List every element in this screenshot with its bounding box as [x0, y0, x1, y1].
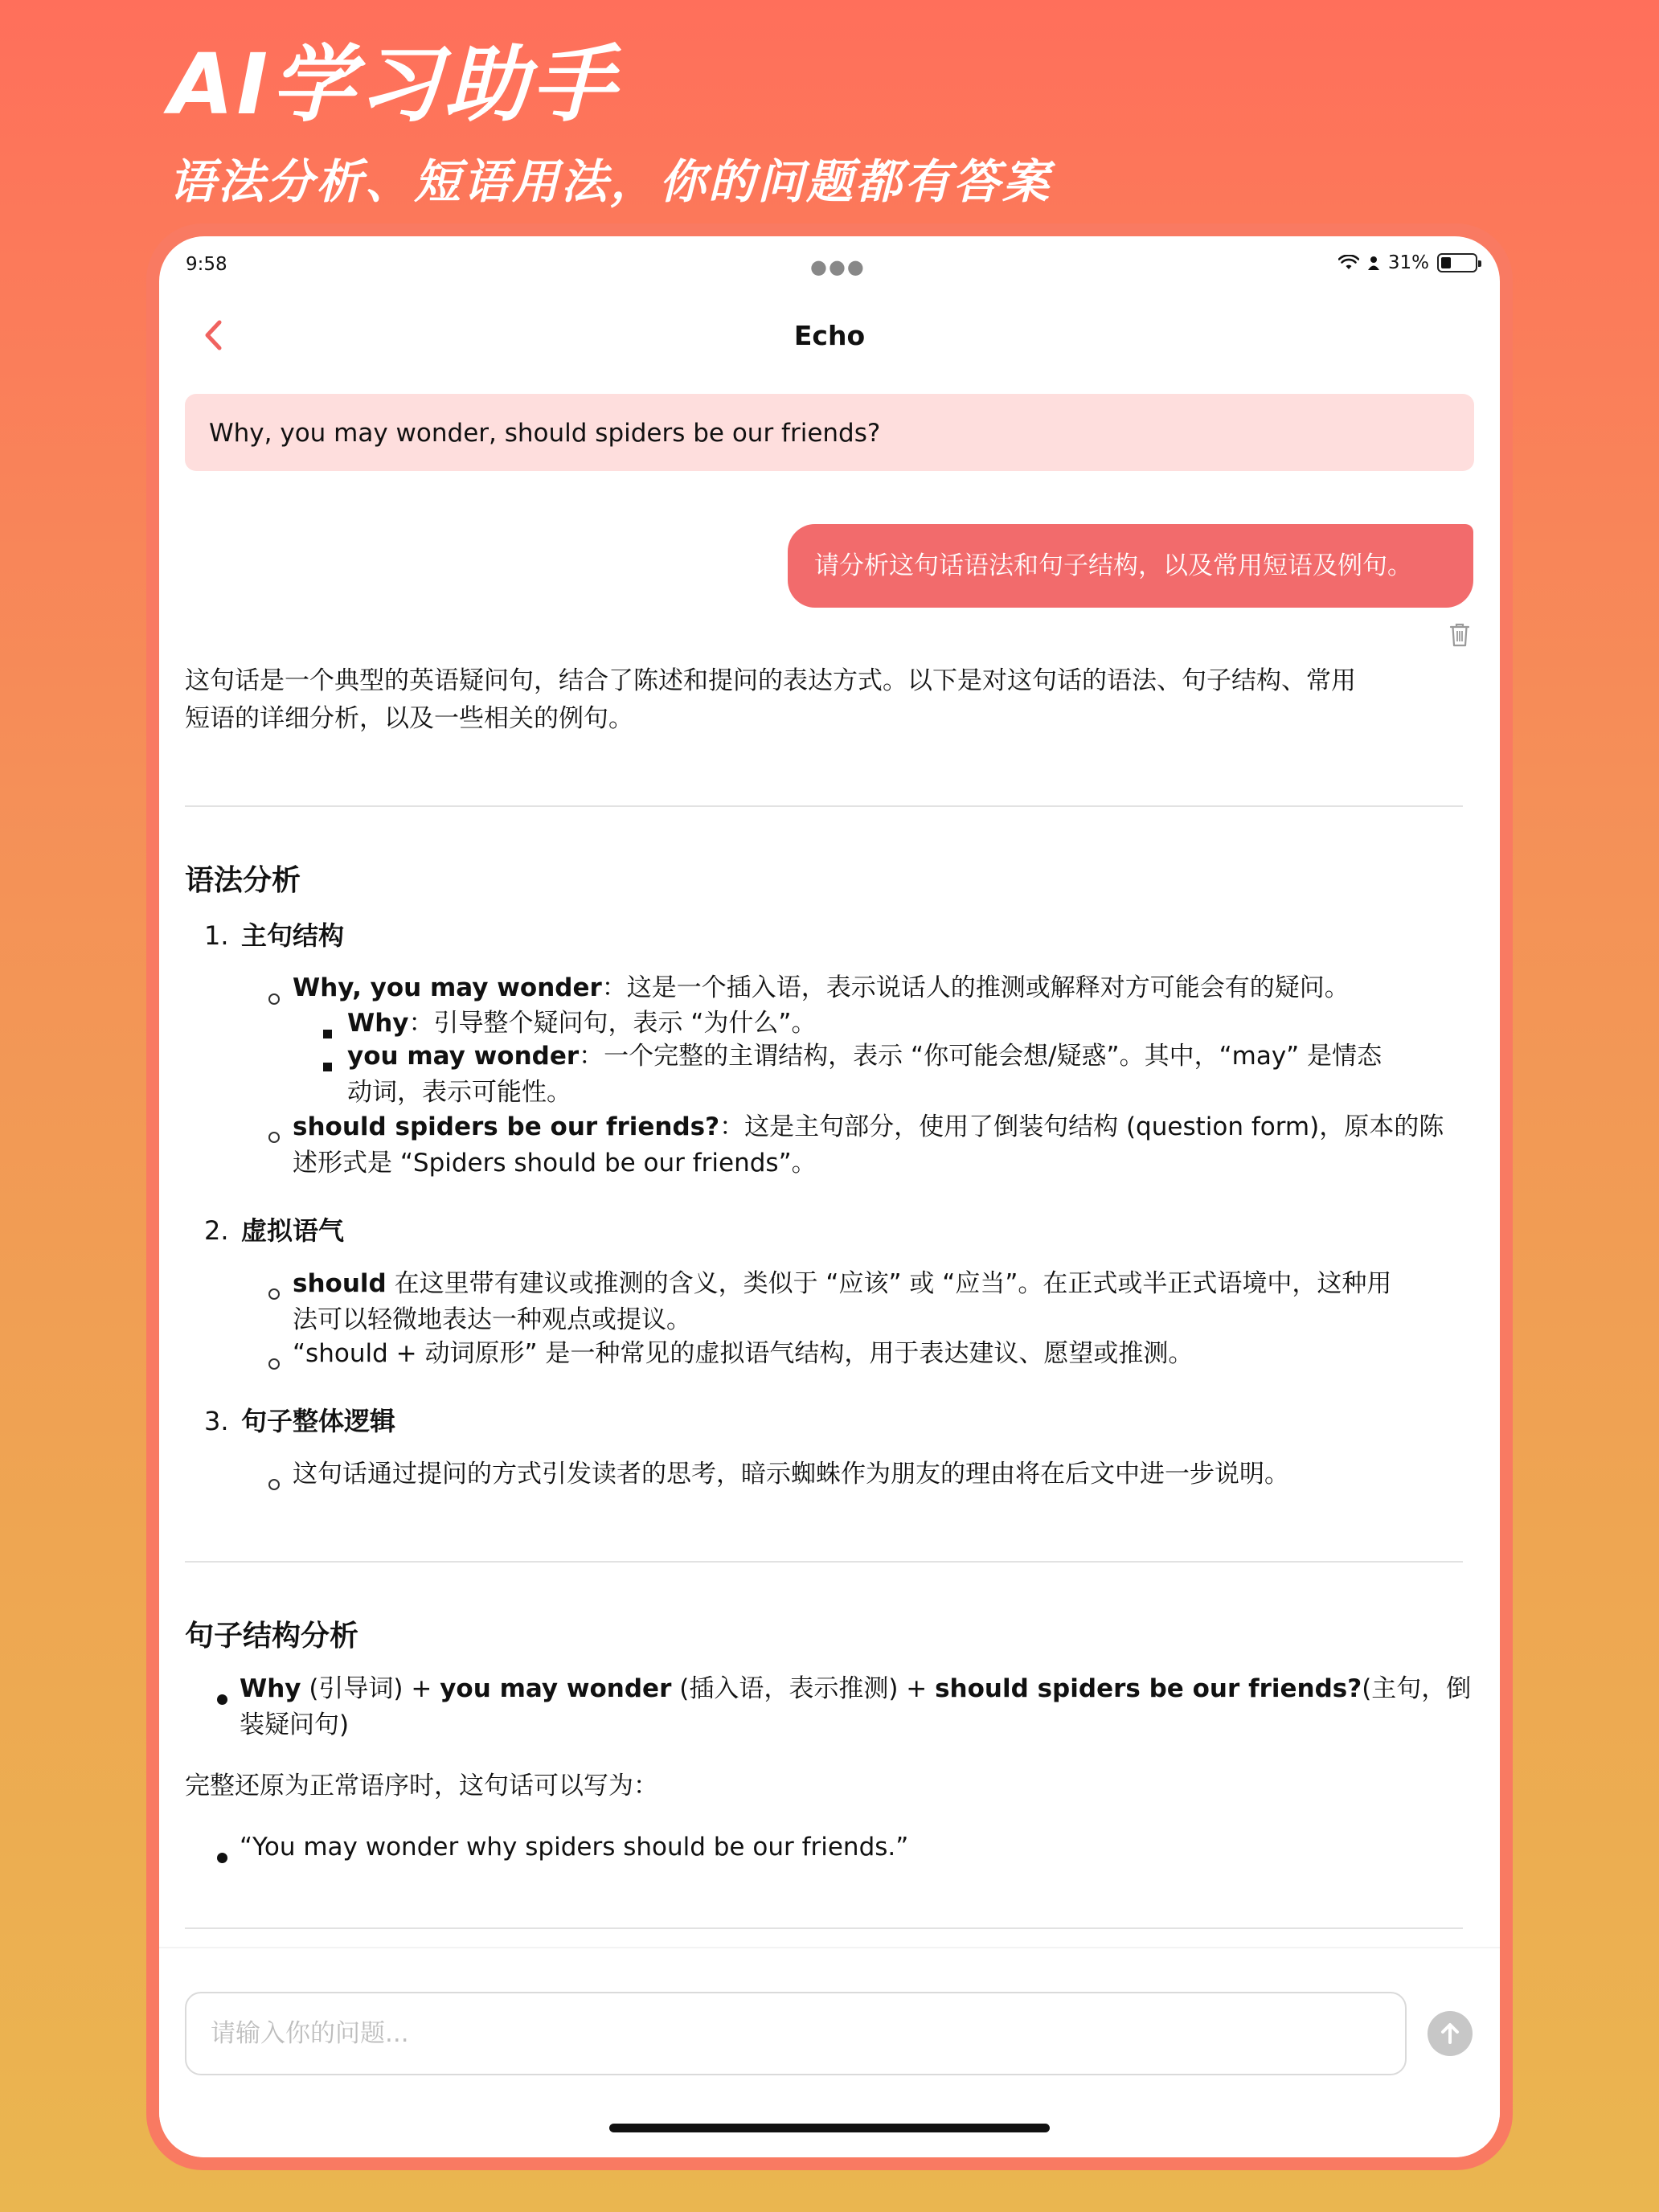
grammar-item-title: 3. 句子整体逻辑 [204, 1406, 396, 1436]
intro-line: 这句话是一个典型的英语疑问句，结合了陈述和提问的表达方式。以下是对这句话的语法、句子结构、常用 [185, 666, 1356, 695]
page-title: Echo [793, 320, 866, 351]
list-bullet [323, 1030, 332, 1038]
trash-icon [1449, 622, 1470, 648]
list-item: should spiders be our friends?：这是主句部分，使用了倒装句结构 (question form)，原本的陈 [293, 1112, 1444, 1141]
list-bullet [217, 1853, 227, 1863]
question-input[interactable] [185, 1992, 1407, 2075]
grammar-item-title: 1. 主句结构 [204, 920, 345, 951]
status-bar [159, 236, 1500, 285]
list-item: you may wonder：一个完整的主谓结构，表示 “你可能会想/疑惑”。其中，“may” 是情态 [347, 1042, 1382, 1071]
list-item: “should + 动词原形” 是一种常见的虚拟语气结构，用于表达建议、愿望或推测。 [293, 1339, 1194, 1368]
list-item-continued: 述形式是 “Spiders should be our friends”。 [293, 1149, 817, 1178]
grammar-heading: 语法分析 [185, 864, 301, 897]
list-bullet [268, 1288, 280, 1300]
battery-icon [1437, 253, 1477, 272]
list-bullet [323, 1063, 332, 1071]
promo-subtitle: 语法分析、短语用法，你的问题都有答案 [169, 154, 1052, 209]
list-item: 这句话通过提问的方式引发读者的思考，暗示蜘蛛作为朋友的理由将在后文中进一步说明。 [293, 1460, 1289, 1489]
list-bullet [268, 1132, 280, 1143]
tablet-frame [146, 223, 1513, 2170]
answer-intro [185, 662, 1466, 738]
list-item-continued: 动词，表示可能性。 [347, 1078, 571, 1107]
divider [185, 1561, 1463, 1563]
list-item: Why (引导词) + you may wonder (插入语，表示推测) + should spiders be our friends?(主句，倒 [240, 1674, 1472, 1703]
person-icon [1367, 255, 1380, 271]
list-item: should 在这里带有建议或推测的含义，类似于 “应该” 或 “应当”。在正式或半正式语境中，这种用 [293, 1269, 1392, 1298]
app-screen [159, 236, 1500, 2157]
status-time: 9:58 [186, 254, 227, 275]
quoted-sentence: Why, you may wonder, should spiders be our friends? [185, 394, 1474, 471]
list-item: Why, you may wonder：这是一个插入语，表示说话人的推测或解释对方可能会有的疑问。 [293, 973, 1350, 1002]
divider [185, 805, 1463, 807]
multitasking-dots-icon[interactable]: ●●● [810, 256, 866, 278]
list-item-continued: 法可以轻微地表达一种观点或提议。 [293, 1305, 691, 1334]
list-bullet [268, 1479, 280, 1490]
list-bullet [268, 993, 280, 1005]
intro-line: 短语的详细分析，以及一些相关的例句。 [185, 704, 633, 733]
battery-percent: 31% [1387, 252, 1429, 273]
paragraph: 完整还原为正常语序时，这句话可以写为： [185, 1772, 658, 1800]
list-bullet [268, 1358, 280, 1370]
home-indicator[interactable] [609, 2124, 1050, 2132]
user-message-bubble: 请分析这句话语法和句子结构，以及常用短语及例句。 [788, 524, 1473, 608]
status-indicators [1338, 252, 1477, 273]
promo-title: AI学习助手 [169, 35, 619, 133]
list-item: Why：引导整个疑问句，表示 “为什么”。 [347, 1009, 817, 1038]
delete-button[interactable] [1442, 617, 1477, 653]
list-item: “You may wonder why spiders should be our friends.” [240, 1833, 909, 1862]
send-button[interactable] [1428, 2011, 1473, 2056]
arrow-up-icon [1440, 2022, 1460, 2046]
grammar-item-title: 2. 虚拟语气 [204, 1215, 345, 1246]
divider [185, 1927, 1463, 1929]
nav-bar [159, 293, 1500, 381]
list-bullet [217, 1694, 227, 1705]
structure-heading: 句子结构分析 [185, 1620, 359, 1653]
list-item-continued: 装疑问句) [240, 1710, 350, 1739]
wifi-icon [1338, 255, 1359, 271]
